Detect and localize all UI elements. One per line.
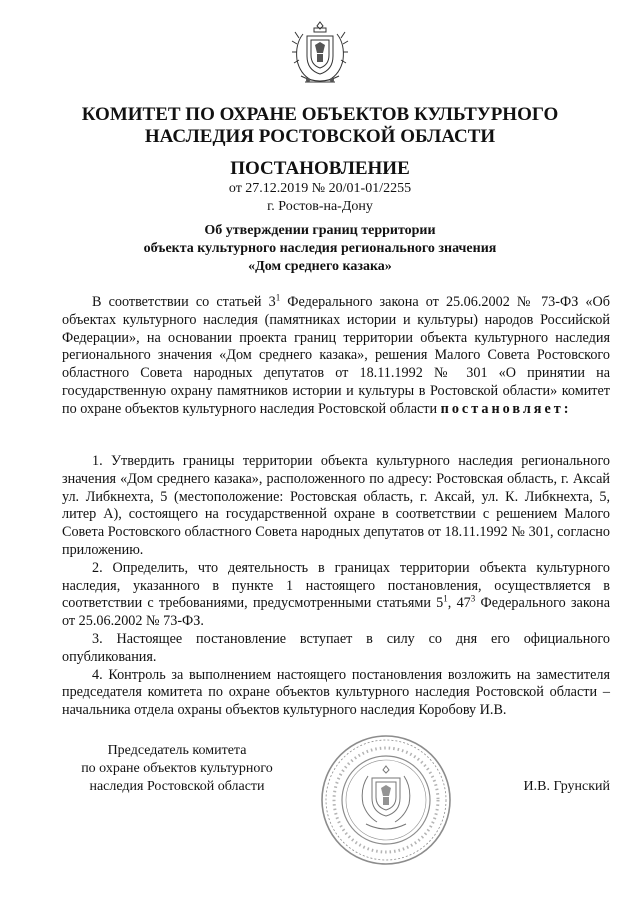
item-3: 3. Настоящее постановление вступает в силу со дня его официального опубликования. [62, 630, 610, 665]
organization-name [60, 104, 580, 148]
subject-line-2: объекта культурного наследия регионального значения [143, 241, 497, 256]
document-subject [60, 222, 580, 276]
preamble-text-1: В соответствии со статьей 3 [92, 294, 276, 310]
preamble-paragraph [62, 294, 610, 419]
signatory-position-line-1: Председатель комитета [107, 743, 247, 758]
resolution-items [62, 453, 610, 720]
item-1: 1. Утвердить границы территории объекта культурного наследия регионального значения «Дом среднего казака», расположенного по адресу: Ростовская область, г. Аксай ул. Либкнехта, 5 (местоположение: Ростовская область, г. Аксай, ул. К. Либкнехта, 5, литер А), состоящего на государственной охране в соответствии с решением Малого Совета Ростовского областного Совета народных депутатов от 18.11.1992 № 301, согласно приложению. [62, 453, 610, 558]
item-4: 4. Контроль за выполнением настоящего постановления возложить на заместителя председателя комитета по охране объектов культурного наследия Ростовской области – начальника отдела охраны объектов культурного наследия Коробову И.В. [62, 666, 610, 719]
subject-line-3: «Дом среднего казака» [248, 259, 392, 274]
item-2-text-2: , 47 [447, 595, 471, 612]
organization-name-line-1: КОМИТЕТ ПО ОХРАНЕ ОБЪЕКТОВ КУЛЬТУРНОГО [81, 104, 559, 125]
signatory-position-line-2: по охране объектов культурного [81, 761, 273, 776]
resolve-word: постановляет: [440, 400, 572, 417]
preamble [62, 294, 610, 419]
subject-line-1: Об утверждении границ территории [204, 223, 436, 238]
signatory-name: И.В. Грунский [523, 779, 610, 794]
item-2 [62, 560, 610, 631]
item-2-superscript-1: 1 [443, 593, 448, 604]
city: г. Ростов-на-Дону [267, 199, 373, 214]
signatory-position-line-3: наследия Ростовской области [89, 779, 265, 794]
preamble-text-2: Федерального закона от 25.06.2002 № 73-ФЗ «Об объектах культурного наследия (памятниках истории и культуры) народов Российской Федерации», на основании проекта границ территории объекта культурного наследия регионального значения «Дом среднего казака», решения Малого Совета Ростовского областного Совета народных депутатов от 18.11.1992 № 301 «О принятии на государственную охрану памятников истории и культуры в Ростовской области» комитет по охране объектов культурного наследия Ростовской области [62, 294, 610, 417]
organization-name-line-2: НАСЛЕДИЯ РОСТОВСКОЙ ОБЛАСТИ [144, 126, 496, 147]
official-seal-icon [318, 732, 454, 868]
item-2-text-1: 2. Определить, что деятельность в границах территории объекта культурного наследия, указанного в пункте 1 настоящего постановления, осуществляется в соответствии с требованиями, предусмотренными статьями 5 [62, 559, 610, 612]
document-type: ПОСТАНОВЛЕНИЕ [230, 158, 410, 179]
signatory-position [62, 742, 292, 796]
preamble-superscript: 1 [275, 292, 281, 303]
item-2-text-3: Федерального закона от 25.06.2002 № 73-ФЗ. [62, 595, 611, 630]
document-meta [60, 180, 580, 216]
date-number: от 27.12.2019 № 20/01-01/2255 [228, 181, 412, 196]
coat-of-arms-icon [289, 18, 351, 90]
item-2-superscript-2: 3 [470, 593, 476, 604]
